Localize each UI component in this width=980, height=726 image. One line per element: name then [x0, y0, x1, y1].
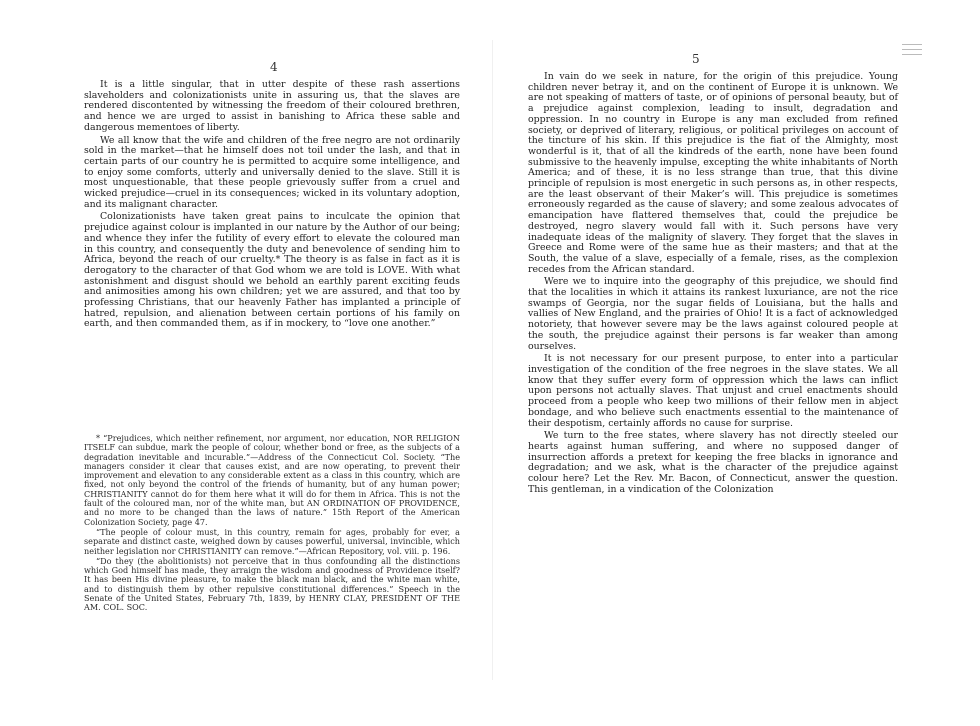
footnotes	[84, 434, 460, 614]
paragraph: In vain do we seek in nature, for the origin of this prejudice. Young children never betray it, and on the continent of Europe it is unknown. We are not speaking of matters of taste, or of opinions of personal beauty, but of a prejudice against complexion, leading to insult, degradation and oppression. In no country in Europe is any man excluded from refined society, or deprived of literary, religious, or political privileges on account of the tincture of his skin. If this prejudice is the fiat of the Almighty, most wonderful is it, that of all the kindreds of the earth, none have been found submissive to the heavenly impulse, excepting the white inhabitants of North America; and of these, it is no less strange than true, that this divine principle of repulsion is most energetic in such persons as, in other respects, are the least observant of their Maker’s will. This prejudice is sometimes erroneously regarded as the cause of slavery; and some zealous advocates of emancipation have flattered themselves that, could the prejudice be destroyed, negro slavery would fall with it. Such persons have very inadequate ideas of the malignity of slavery. They forget that the slaves in Greece and Rome were of the same hue as their masters; and that at the South, the value of a slave, especially of a female, rises, as the complexion recedes from the African standard.	[528, 71, 898, 275]
page-fold	[492, 40, 493, 680]
page-number: 5	[692, 52, 700, 66]
paragraph: Were we to inquire into the geography of this prejudice, we should find that the localities in which it attains its rankest luxuriance, are not the rice swamps of Georgia, nor the sugar fields of Louisiana, but the halls and vallies of New England, and the prairies of Ohio! It is a fact of acknowledged notoriety, that however severe may be the laws against coloured people at the south, the prejudice against their persons is far weaker than among ourselves.	[528, 276, 898, 352]
footnote: “The people of colour must, in this country, remain for ages, probably for ever, a separate and distinct caste, weighed down by causes powerful, universal, invincible, which neither legislation nor CHRISTIANITY can remove.”—African Repository, vol. viii. p. 196.	[84, 526, 460, 556]
paragraph: It is a little singular, that in utter despite of these rash assertions slaveholders and colonizationists unite in assuring us, that the slaves are rendered discontented by witnessing the freedom of their coloured brethren, and hence we are urged to assist in banishing to Africa these sable and dangerous mementoes of liberty.	[84, 79, 460, 133]
page-number: 4	[270, 60, 278, 74]
body-text	[528, 72, 898, 497]
paragraph: We all know that the wife and children of the free negro are not ordinarily sold in the market—that he himself does not toil under the lash, and that in certain parts of our country he is permitted to acquire some intelligence, and to enjoy some comforts, utterly and universally denied to the slave. Still it is most unquestionable, that these people grievously suffer from a cruel and wicked prejudice—cruel in its consequences; wicked in its voluntary adoption, and its malignant character.	[84, 134, 460, 210]
paragraph: We turn to the free states, where slavery has not directly steeled our hearts against human suffering, and where no supposed danger of insurrection affords a pretext for keeping the free blacks in ignorance and degradation; and we ask, what is the character of the prejudice against colour here? Let the Rev. Mr. Bacon, of Connecticut, answer the question. This gentleman, in a vindication of the Colonization	[528, 430, 898, 495]
paragraph: Colonizationists have taken great pains to inculcate the opinion that prejudice against colour is implanted in our nature by the Author of our being; and whence they infer the futility of every effort to elevate the coloured man in this country, and consequently the duty and benevolence of sending him to Africa, beyond the reach of our cruelty.* The theory is as false in fact as it is derogatory to the character of that God whom we are told is LOVE. With what astonishment and disgust should we behold an earthly parent exciting feuds and animosities among his own children; yet we are assured, and that too by professing Christians, that our heavenly Father has implanted a principle of hatred, repulsion, and alienation between certain portions of his family on earth, and then commanded them, as if in mockery, to “love one another.”	[84, 211, 460, 330]
body-text	[84, 80, 460, 332]
footnote: “Do they (the abolitionists) not perceive that in thus confounding all the distinctions which God himself has made, they arraign the wisdom and goodness of Providence itself? It has been His divine pleasure, to make the black man black, and the white man white, and to distinguish them by other repulsive constitutional differences.” Speech in the Senate of the United States, February 7th, 1839, by HENRY CLAY, PRESIDENT OF THE AM. COL. SOC.	[84, 555, 460, 613]
paragraph: It is not necessary for our present purpose, to enter into a particular investigation of the condition of the free negroes in the slave states. We all know that they suffer every form of oppression which the laws can inflict upon persons not actually slaves. That unjust and cruel enactments should proceed from a people who keep two millions of their fellow men in abject bondage, and who believe such enactments essential to the maintenance of their despotism, certainly affords no cause for surprise.	[528, 353, 898, 429]
edge-mark	[902, 44, 922, 59]
footnote: * “Prejudices, which neither refinement, nor argument, nor education, NOR RELIGION ITSELF can subdue, mark the people of colour, whether bond or free, as the subjects of a degradation inevitable and incurable.”—Address of the Connecticut Col. Society. “The managers consider it clear that causes exist, and are now operating, to prevent their improvement and elevation to any considerable extent as a class in this country, which are fixed, not only beyond the control of the friends of humanity, but of any human power; CHRISTIANITY cannot do for them here what it will do for them in Africa. This is not the fault of the coloured man, nor of the white man, but AN ORDINATION OF PROVIDENCE, and no more to be changed than the laws of nature.” 15th Report of the American Colonization Society, page 47.	[84, 433, 460, 527]
